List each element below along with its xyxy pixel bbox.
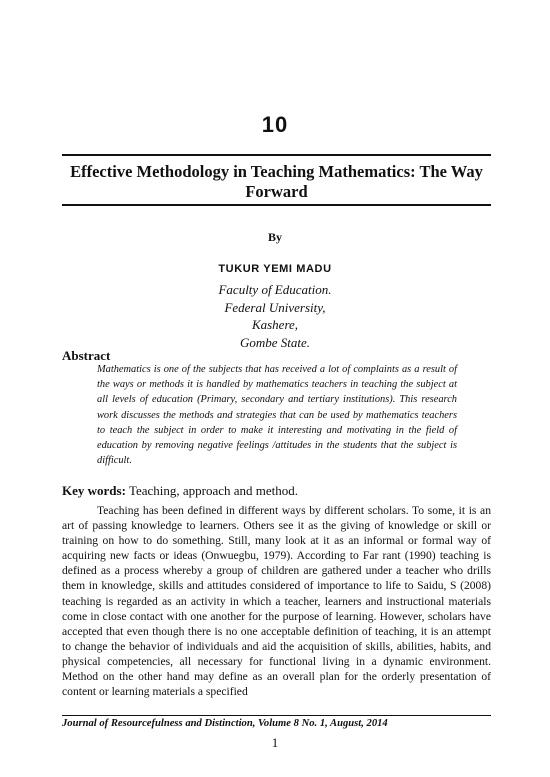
chapter-number: 10: [261, 112, 289, 137]
body-text: [62, 503, 491, 699]
affiliation-line: Kashere,: [251, 317, 299, 332]
author-name: TUKUR YEMI MADU: [218, 263, 332, 275]
author-affiliation: [0, 281, 550, 351]
affiliation-line: Gombe State.: [239, 334, 311, 350]
by-label: By: [267, 230, 282, 244]
title-bottom-rule: [62, 204, 491, 206]
page-number: 1: [271, 735, 279, 750]
affiliation-line: Faculty of Education.: [218, 282, 332, 297]
journal-citation: Journal of Resourcefulness and Distinction, Volume 8 No. 1, August, 2014: [62, 718, 388, 729]
keywords-line: [62, 483, 298, 499]
paper-title: Effective Methodology in Teaching Mathematics: The Way Forward: [70, 162, 483, 201]
keywords-label: Key words:: [62, 483, 126, 498]
footer-rule: [62, 715, 491, 716]
abstract-text: Mathematics is one of the subjects that has received a lot of complaints as a result of the ways or methods it is handled by mathematics teachers in teaching the subject at all levels of education (Primary, secondary and tertiary institutions). This research work discusses the methods and strategies that can be used by mathematics teachers to teach the subject in order to make it interesting and motivating in the field of education by removing negative feelings /attitudes in the students that the subject is difficult.: [97, 364, 457, 467]
title-top-rule: [62, 154, 491, 156]
abstract-heading: Abstract: [62, 348, 111, 363]
body-paragraph: Teaching has been defined in different ways by different scholars. To some, it is an art of passing knowledge to learners. Others see it as the giving of knowledge or skill or training on how to do something. Still, many look at it as an informal or formal way of acquiring new facts or ideas (Onwuegbu, 1979). According to Far rant (1990) teaching is defined as a process whereby a group of children are gathered under a teacher who drills them in knowledge, skills and attitudes considered of importance to life to Saidu, S (2008) teaching is regarded as an activity in which a teacher, learners and instructional materials come in close contact with one another for the purpose of learning. However, scholars have accepted that even though there is no one acceptable definition of teaching, it is an attempt to change the behavior of individuals and aid the acquisition of skills, abilities, habits, and physical competencies, all necessary for functional living in a dynamic environment. Method on the other hand may define as an overall plan for the orderly presentation of content or learning materials a specified: [62, 504, 491, 699]
affiliation-line: Federal University,: [224, 299, 326, 315]
keywords-value: Teaching, approach and method.: [128, 483, 299, 498]
